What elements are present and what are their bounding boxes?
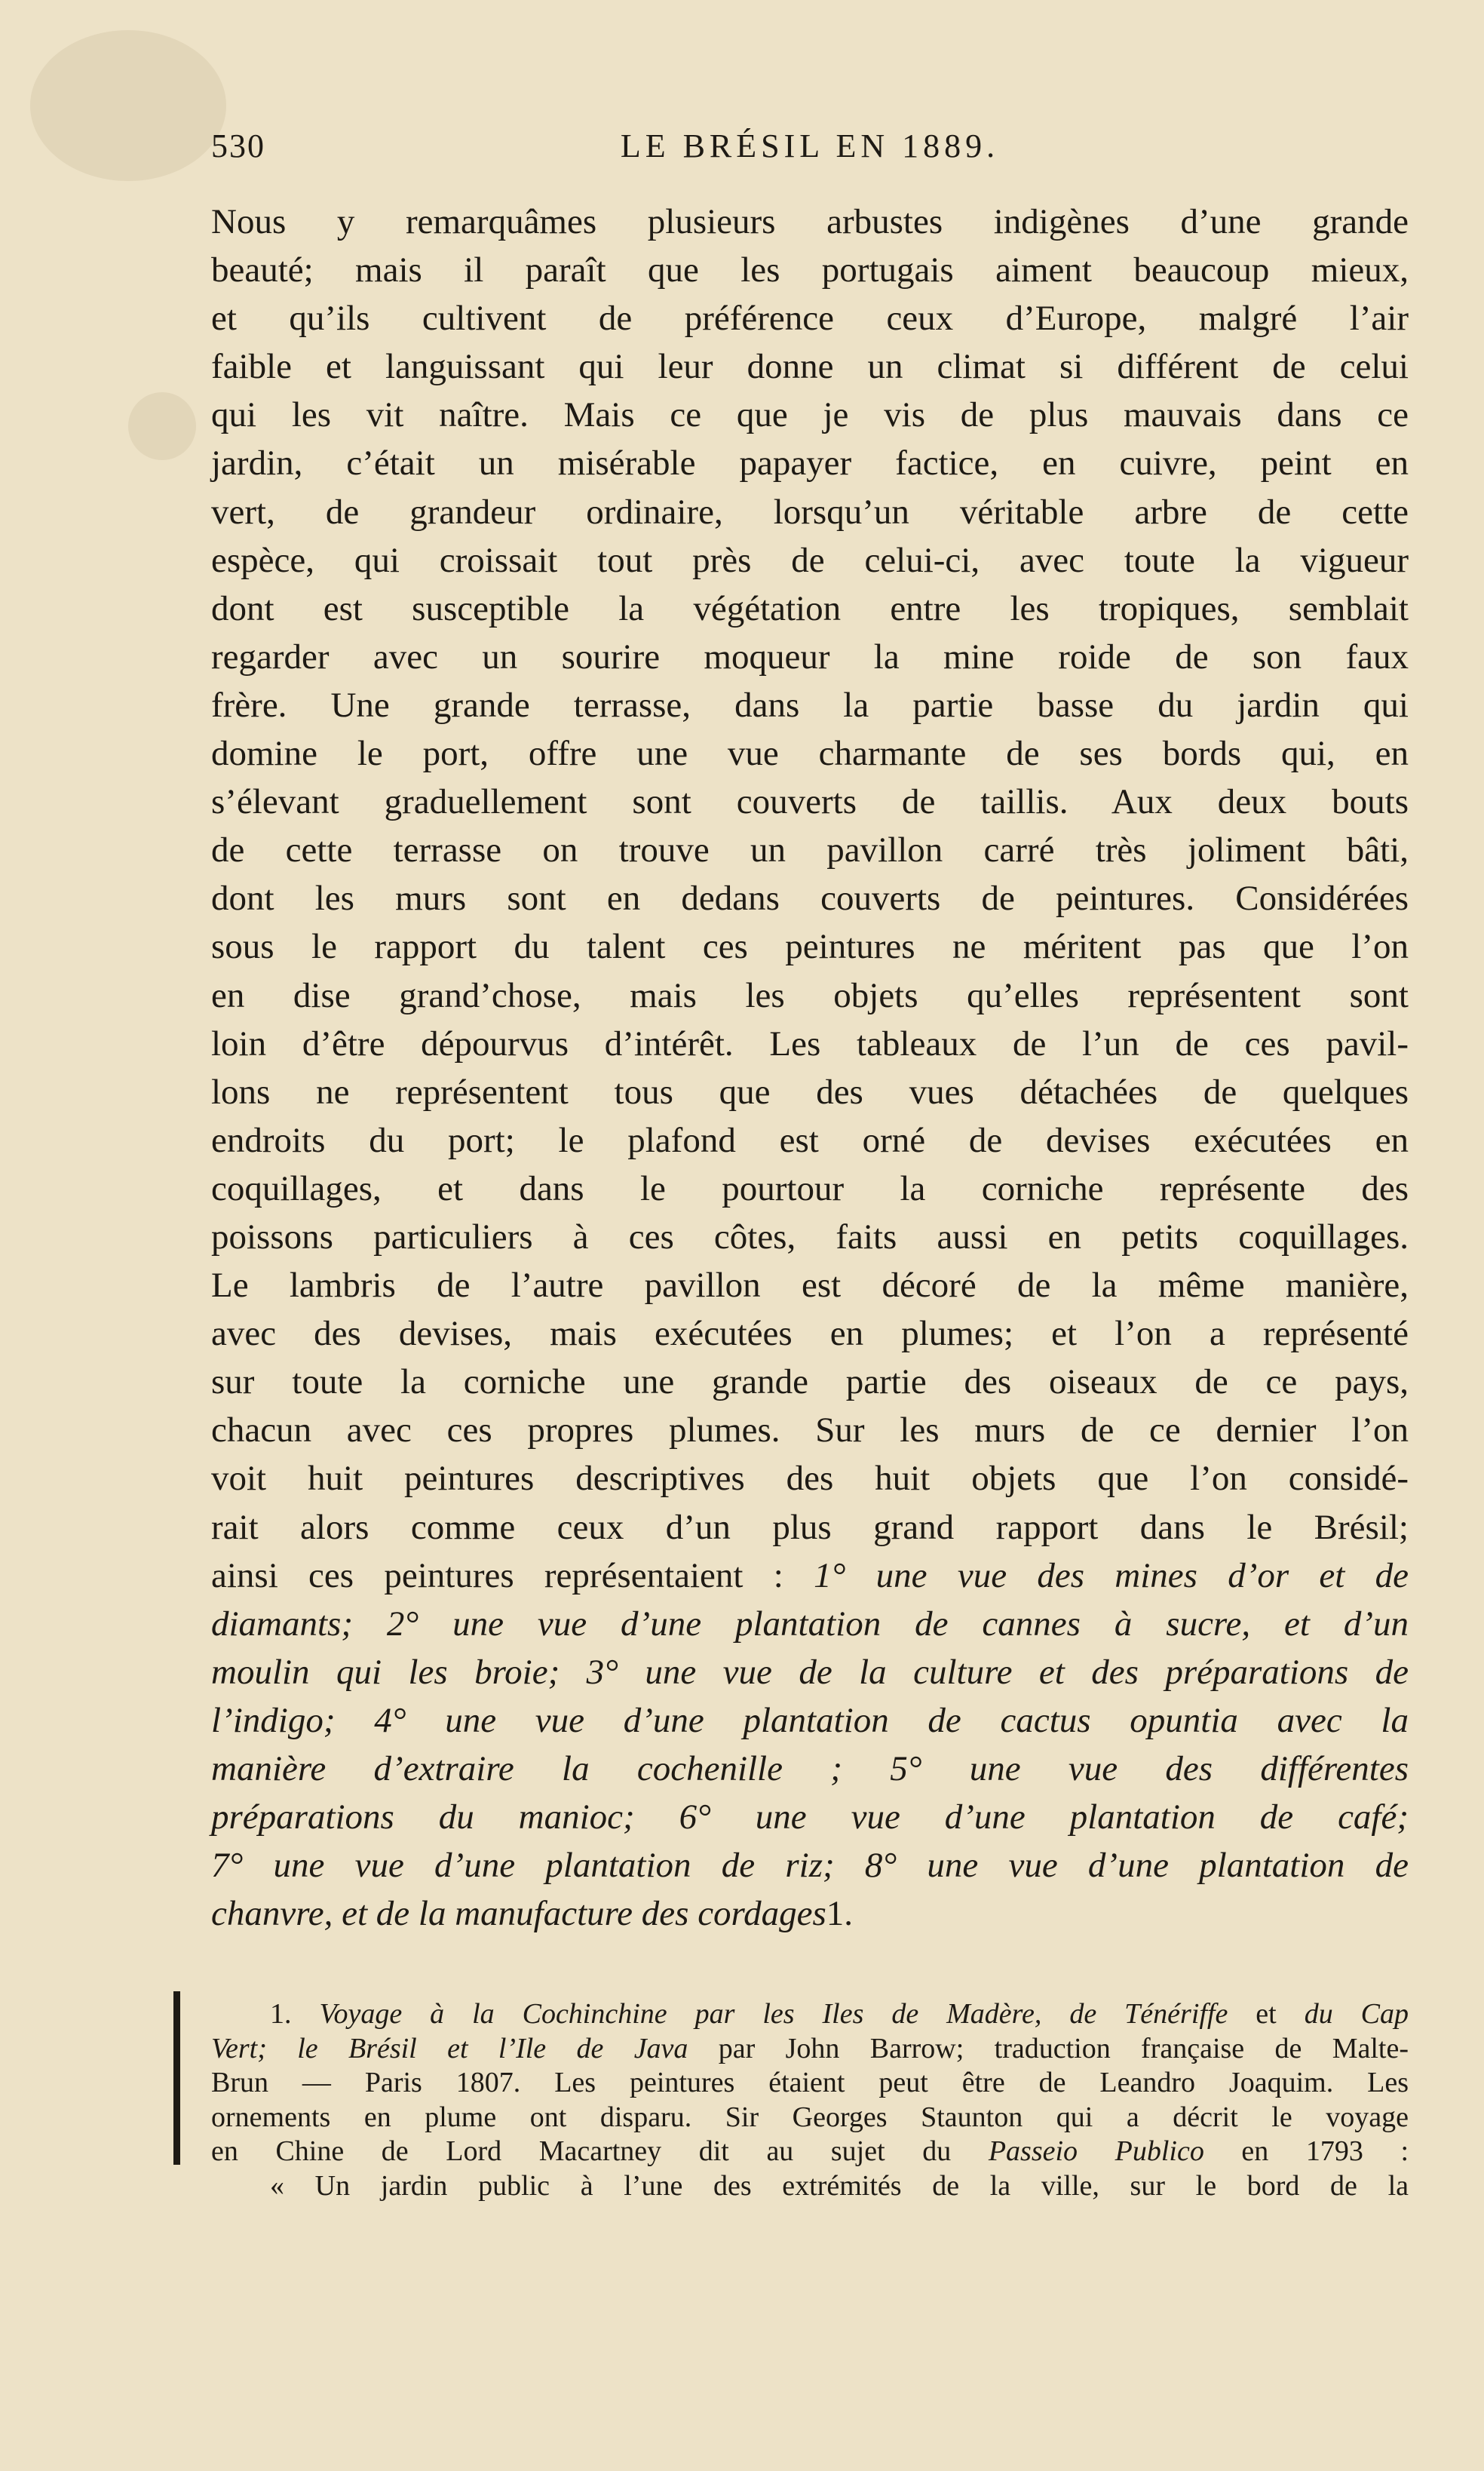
text-line [211, 391, 1409, 439]
text-line [211, 1889, 1409, 1938]
text-span: 1. [270, 1998, 320, 2030]
text-span: sur toute la corniche une grande partie des oiseaux de ce pays, [211, 1362, 1409, 1402]
text-span: ornements en plume ont disparu. Sir Georges Staunton qui a décrit le voyage [211, 2101, 1409, 2133]
text-line [211, 1358, 1409, 1406]
footnote-line [211, 2066, 1409, 2101]
italic-text: manière d’extraire la cochenille ; 5° une vue des différentes [211, 1749, 1409, 1788]
text-span: « Un jardin public à l’une des extrémités de la ville, sur le bord de la [270, 2169, 1409, 2202]
text-line [211, 342, 1409, 391]
footnotes [211, 1997, 1409, 2204]
text-line [211, 1406, 1409, 1454]
text-line [211, 536, 1409, 585]
running-header [211, 127, 1409, 166]
text-span: Le lambris de l’autre pavillon est décoré de la même manière, [211, 1266, 1409, 1306]
footnote-line [211, 2169, 1409, 2204]
text-line [211, 1696, 1409, 1745]
text-span: en 1793 : [1203, 2135, 1409, 2168]
text-line [211, 1648, 1409, 1696]
text-line [211, 198, 1409, 246]
text-span: dont est susceptible la végétation entre les tropiques, semblait [211, 588, 1409, 628]
text-span: jardin, c’était un misérable papayer factice, en cuivre, peint en [211, 444, 1409, 483]
text-line [211, 826, 1409, 874]
text-line [211, 1165, 1409, 1213]
text-line [211, 1793, 1409, 1841]
text-line [211, 681, 1409, 729]
italic-text: diamants; 2° une vue d’une plantation de cannes à sucre, et d’un [211, 1604, 1409, 1644]
text-line [211, 1020, 1409, 1068]
text-line [211, 1261, 1409, 1309]
footnote-line [211, 2101, 1409, 2135]
text-span: et [1228, 1998, 1305, 2030]
text-span: espèce, qui croissait tout près de celui-ci, avec toute la vigueur [211, 540, 1409, 580]
text-span: faible et languissant qui leur donne un climat si différent de celui [211, 347, 1409, 387]
text-line [211, 972, 1409, 1020]
text-span: voit huit peintures descriptives des huit objets que l’on considé- [211, 1459, 1409, 1499]
text-line [211, 1745, 1409, 1793]
text-line [211, 1503, 1409, 1552]
paper-stain [30, 30, 226, 181]
text-line [211, 1213, 1409, 1261]
italic-text: l’indigo; 4° une vue d’une plantation de cactus opuntia avec la [211, 1700, 1409, 1740]
text-line [211, 874, 1409, 922]
paper-stain [128, 392, 196, 460]
text-line [211, 729, 1409, 778]
text-line [211, 246, 1409, 294]
text-span: s’élevant graduellement sont couverts de taillis. Aux deux bouts [211, 782, 1409, 822]
body-text [211, 198, 1409, 1938]
text-span: lons ne représentent tous que des vues détachées de quelques [211, 1072, 1409, 1112]
text-span: dont les murs sont en dedans couverts de peintures. Considérées [211, 879, 1409, 919]
text-span: et qu’ils cultivent de préférence ceux d’Europe, malgré l’air [211, 299, 1409, 339]
text-span: chacun avec ces propres plumes. Sur les murs de ce dernier l’on [211, 1410, 1409, 1450]
text-span: qui les vit naître. Mais ce que je vis de plus mauvais dans ce [211, 395, 1409, 435]
text-line [211, 778, 1409, 826]
text-span: loin d’être dépourvus d’intérêt. Les tableaux de l’un de ces pavil- [211, 1024, 1409, 1064]
italic-text: Voyage à la Cochinchine par les Iles de Madère, de Ténériffe [319, 1998, 1228, 2030]
text-span: beauté; mais il paraît que les portugais aiment beaucoup mieux, [211, 250, 1409, 290]
footnote-line [211, 2135, 1409, 2169]
text-span: en dise grand’chose, mais les objets qu’elles représentent sont [211, 975, 1409, 1015]
footnote-line [211, 1997, 1409, 2032]
text-span: Brun — Paris 1807. Les peintures étaient peut être de Leandro Joaquim. Les [211, 2067, 1409, 2099]
text-line [211, 1309, 1409, 1358]
italic-text: préparations du manioc; 6° une vue d’une plantation de café; [211, 1797, 1409, 1837]
text-span: coquillages, et dans le pourtour la corniche représente des [211, 1168, 1409, 1208]
margin-mark [173, 1991, 180, 2165]
text-line [211, 922, 1409, 971]
italic-text: chanvre, et de la manufacture des cordages [211, 1894, 826, 1934]
text-line [211, 439, 1409, 487]
text-line [211, 1068, 1409, 1116]
italic-text: moulin qui les broie; 3° une vue de la culture et des préparations de [211, 1652, 1409, 1692]
text-span: domine le port, offre une vue charmante de ses bords qui, en [211, 734, 1409, 774]
text-span: regarder avec un sourire moqueur la mine roide de son faux [211, 637, 1409, 677]
text-span: frère. Une grande terrasse, dans la partie basse du jardin qui [211, 685, 1409, 725]
text-line [211, 1454, 1409, 1503]
text-span: poissons particuliers à ces côtes, faits aussi en petits coquillages. [211, 1217, 1409, 1257]
italic-text: du Cap [1304, 1998, 1409, 2030]
text-line [211, 585, 1409, 633]
footnote-line [211, 2032, 1409, 2067]
text-line [211, 1116, 1409, 1165]
text-span: endroits du port; le plafond est orné de devises exécutées en [211, 1120, 1409, 1160]
running-title: LE BRÉSIL EN 1889. [620, 127, 1000, 164]
text-span: en Chine de Lord Macartney dit au sujet du [211, 2135, 989, 2168]
text-span: vert, de grandeur ordinaire, lorsqu’un véritable arbre de cette [211, 492, 1409, 532]
text-span: sous le rapport du talent ces peintures ne méritent pas que l’on [211, 927, 1409, 967]
text-line [211, 1600, 1409, 1648]
text-line [211, 1841, 1409, 1889]
italic-text: 1° une vue des mines d’or et de [814, 1555, 1409, 1595]
text-span: 1. [826, 1894, 854, 1934]
italic-text: Vert; le Brésil et l’Ile de Java [211, 2032, 688, 2064]
text-span: rait alors comme ceux d’un plus grand rapport dans le Brésil; [211, 1507, 1409, 1547]
text-span: avec des devises, mais exécutées en plumes; et l’on a représenté [211, 1314, 1409, 1354]
text-span: par John Barrow; traduction française de Malte- [688, 2032, 1409, 2064]
text-span: ainsi ces peintures représentaient : [211, 1555, 814, 1595]
text-span: de cette terrasse on trouve un pavillon carré très joliment bâti, [211, 830, 1409, 870]
italic-text: 7° une vue d’une plantation de riz; 8° une vue d’une plantation de [211, 1846, 1409, 1886]
text-span: Nous y remarquâmes plusieurs arbustes indigènes d’une grande [211, 202, 1409, 241]
text-line [211, 488, 1409, 536]
page-number: 530 [211, 127, 265, 164]
text-line [211, 1552, 1409, 1600]
text-line [211, 294, 1409, 342]
italic-text: Passeio Publico [988, 2135, 1204, 2168]
text-line [211, 633, 1409, 681]
